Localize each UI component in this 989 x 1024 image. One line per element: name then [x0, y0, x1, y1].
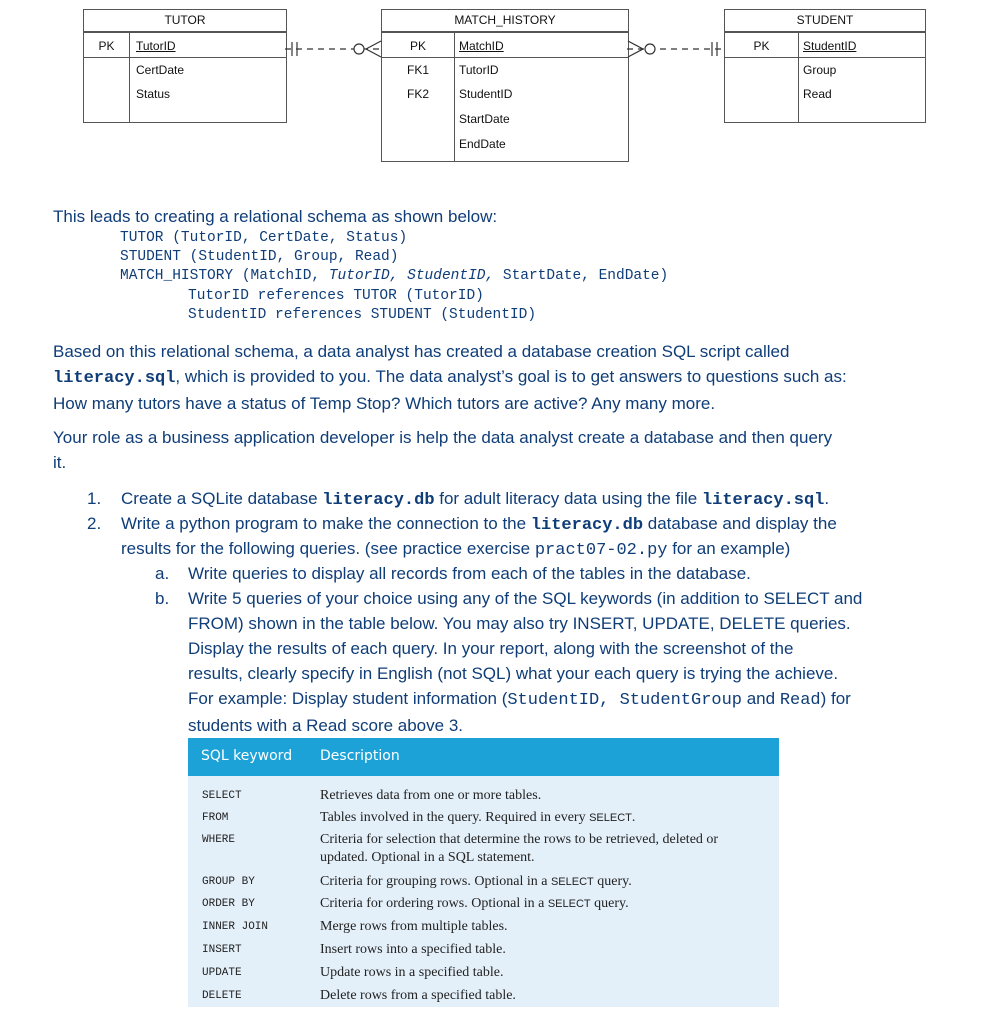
entity-title: TUTOR — [84, 10, 286, 33]
line: Write 5 queries of your choice using any of the SQL keywords (in addition to SELECT and — [188, 589, 863, 608]
schema-ref-tutor: TutorID references TUTOR (TutorID) — [188, 288, 484, 304]
para-line: it. — [53, 453, 67, 472]
line — [188, 686, 948, 713]
text: For example: Display student information ( — [188, 689, 508, 708]
text: Criteria for selection that determine the rows to be retrieved, deleted or — [320, 832, 719, 847]
list-number: 2. — [87, 514, 102, 533]
key-label: FK1 — [406, 63, 429, 77]
code-literacy-sql: literacy.sql — [701, 491, 825, 510]
description-cell: Update rows in a specified table. — [320, 965, 504, 980]
text: for adult literacy data using the file — [434, 489, 702, 508]
paragraph-context — [53, 339, 953, 416]
code-fields: StudentID, StudentGroup — [507, 691, 742, 710]
para-line: Based on this relational schema, a data analyst has created a database creation SQL script called — [53, 342, 790, 361]
sublist-item-b — [188, 586, 948, 738]
entity-title: STUDENT — [725, 10, 925, 33]
er-diagram — [0, 0, 989, 175]
description-cell — [320, 809, 635, 827]
keyword-cell: FROM — [202, 812, 229, 824]
attr-group: Group — [803, 63, 837, 77]
text: Tables involved in the query. Required in every — [320, 810, 590, 825]
description-cell: Merge rows from multiple tables. — [320, 919, 508, 934]
entity-match-history — [381, 9, 629, 162]
keyword-cell: GROUP BY — [202, 876, 255, 888]
text: . — [824, 489, 830, 508]
description-cell: Delete rows from a specified table. — [320, 988, 516, 1003]
keyword-cell: DELETE — [202, 990, 242, 1002]
text: ) for — [820, 689, 851, 708]
code-literacy-db: literacy.db — [322, 491, 435, 510]
text: Criteria for ordering rows. Optional in a — [320, 896, 548, 911]
sql-keyword-table — [188, 738, 779, 1007]
para-line — [53, 364, 953, 391]
attr-enddate: EndDate — [459, 137, 506, 151]
list-item-2-line2 — [121, 536, 790, 563]
intro-text: This leads to creating a relational schema as shown below: — [53, 207, 498, 226]
schema-match-start: MATCH_HISTORY (MatchID, — [120, 268, 329, 284]
text: query. — [593, 874, 632, 889]
sublist-letter: a. — [155, 564, 170, 583]
list-item-1 — [121, 486, 829, 513]
schema-match-end: StartDate, EndDate) — [494, 268, 669, 284]
text: updated. Optional in a SQL statement. — [320, 850, 535, 865]
keyword-cell: UPDATE — [202, 967, 242, 979]
attr-studentid: StudentID — [459, 87, 513, 101]
schema-line-tutor: TUTOR (TutorID, CertDate, Status) — [120, 230, 408, 246]
code-pract-file: pract07-02.py — [534, 541, 668, 560]
keyword-cell: SELECT — [202, 790, 242, 802]
entity-tutor — [83, 9, 287, 123]
code-literacy-sql: literacy.sql — [53, 369, 176, 388]
attr-tutorid: TutorID — [136, 39, 176, 53]
header-description: Description — [320, 748, 400, 764]
attr-status: Status — [136, 87, 171, 101]
description-cell — [320, 895, 629, 913]
text: and — [742, 689, 780, 708]
attr-matchid: MatchID — [459, 39, 504, 53]
text: SELECT — [589, 812, 632, 824]
sublist-letter: b. — [155, 589, 170, 608]
paragraph-role — [53, 425, 953, 475]
keyword-cell: ORDER BY — [202, 898, 255, 910]
keyword-cell: INSERT — [202, 944, 242, 956]
entity-student — [724, 9, 926, 123]
text: SELECT — [547, 898, 591, 910]
key-label: PK — [753, 39, 770, 53]
key-label: PK — [98, 39, 115, 53]
para-line: How many tutors have a status of Temp Stop? Which tutors are active? Any many more. — [53, 394, 716, 413]
description-cell: Insert rows into a specified table. — [320, 942, 506, 957]
line: students with a Read score above 3. — [188, 716, 463, 735]
text: Criteria for grouping rows. Optional in a — [320, 874, 551, 889]
code-read: Read — [779, 691, 821, 710]
entity-title: MATCH_HISTORY — [382, 10, 628, 33]
list-item-2 — [121, 511, 837, 538]
schema-foreign-keys: TutorID, StudentID, — [328, 268, 495, 284]
text: SELECT — [550, 876, 594, 888]
attr-startdate: StartDate — [459, 112, 510, 126]
list-number: 1. — [87, 489, 102, 508]
attr-read: Read — [803, 87, 832, 101]
text: for an example) — [667, 539, 791, 558]
sublist-item-a: Write queries to display all records from each of the tables in the database. — [188, 564, 751, 583]
text: database and display the — [643, 514, 837, 533]
text: Create a SQLite database — [121, 489, 323, 508]
text: query. — [590, 896, 629, 911]
attr-tutorid: TutorID — [459, 63, 499, 77]
relationship-tutor-match — [285, 38, 382, 60]
text: Write a python program to make the connection to the — [121, 514, 531, 533]
para-text: , which is provided to you. The data analyst’s goal is to get answers to questions such as: — [175, 367, 847, 386]
attr-studentid: StudentID — [803, 39, 857, 53]
keyword-cell: WHERE — [202, 834, 236, 846]
attr-certdate: CertDate — [136, 63, 185, 77]
line: FROM) shown in the table below. You may also try INSERT, UPDATE, DELETE queries. — [188, 614, 851, 633]
schema-ref-student: StudentID references STUDENT (StudentID) — [188, 307, 537, 323]
para-line: Your role as a business application developer is help the data analyst create a database and then query — [53, 428, 833, 447]
code-literacy-db: literacy.db — [530, 516, 644, 535]
text: results for the following queries. (see practice exercise — [121, 539, 535, 558]
key-label: FK2 — [406, 87, 429, 101]
keyword-cell: INNER JOIN — [202, 921, 269, 933]
description-cell — [320, 873, 632, 891]
relationship-match-student — [627, 38, 724, 60]
table-header — [188, 738, 779, 776]
key-label: PK — [409, 39, 426, 53]
header-sql-keyword: SQL keyword — [201, 748, 293, 764]
line: results, clearly specify in English (not SQL) what your each query is trying the achieve. — [188, 664, 839, 683]
line: Display the results of each query. In your report, along with the screenshot of the — [188, 639, 794, 658]
description-cell: Retrieves data from one or more tables. — [320, 788, 542, 803]
text: . — [631, 810, 636, 825]
description-cell — [320, 831, 718, 867]
schema-line-student: STUDENT (StudentID, Group, Read) — [120, 249, 399, 265]
schema-line-match — [120, 267, 668, 287]
